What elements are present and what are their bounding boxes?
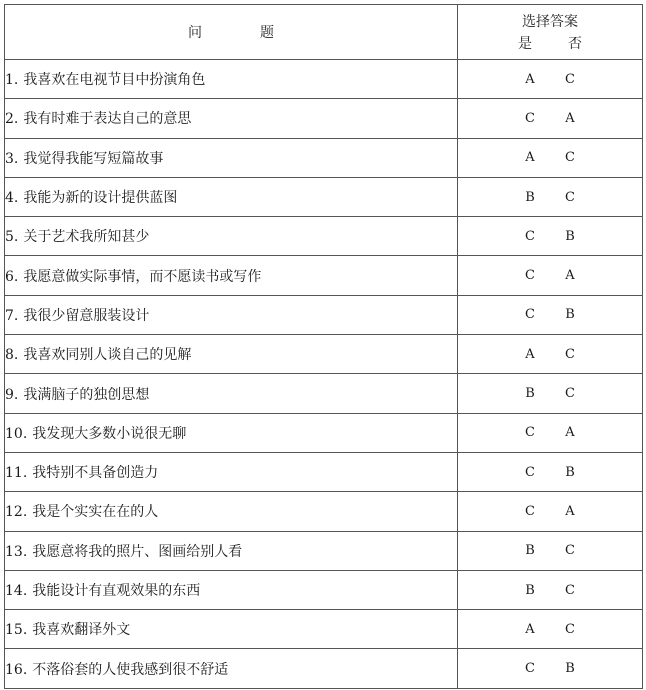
question-text: 我愿意做实际事情，而不愿读书或写作 <box>23 268 262 285</box>
no-answer-code: A <box>565 110 575 126</box>
question-cell <box>5 610 458 649</box>
question-cell <box>5 138 458 177</box>
question-cell <box>5 531 458 570</box>
answer-cell <box>458 531 643 570</box>
question-cell <box>5 60 458 99</box>
no-answer-code: C <box>565 582 575 598</box>
answer-cell <box>458 99 643 138</box>
question-number: 6. <box>5 268 19 285</box>
question-number: 1. <box>5 72 19 89</box>
table-row <box>5 374 643 413</box>
table-header <box>5 5 643 60</box>
yes-answer-code: C <box>525 110 535 126</box>
no-answer-code: C <box>565 346 575 362</box>
question-number: 3. <box>5 150 19 167</box>
no-answer-code: C <box>565 71 575 87</box>
answer-cell <box>458 217 643 256</box>
yes-answer-code: A <box>525 150 535 166</box>
question-cell <box>5 413 458 452</box>
question-cell <box>5 99 458 138</box>
yes-answer-code: A <box>525 621 535 637</box>
answer-header-title: 选择答案 <box>522 14 578 30</box>
table-row <box>5 177 643 216</box>
question-number: 2. <box>5 111 19 128</box>
yes-answer-code: C <box>525 503 535 519</box>
no-answer-code: B <box>565 464 575 480</box>
question-text: 我觉得我能写短篇故事 <box>23 150 164 167</box>
no-answer-code: C <box>565 621 575 637</box>
answer-cell <box>458 649 643 688</box>
no-answer-code: B <box>565 307 575 323</box>
answer-cell <box>458 374 643 413</box>
question-cell <box>5 217 458 256</box>
question-number: 15. <box>5 622 28 639</box>
question-cell <box>5 177 458 216</box>
question-cell <box>5 295 458 334</box>
question-number: 4. <box>5 190 19 207</box>
answer-cell <box>458 610 643 649</box>
answer-column-header <box>458 5 643 60</box>
no-answer-code: A <box>565 425 575 441</box>
question-text: 我特别不具备创造力 <box>32 465 159 482</box>
question-cell <box>5 335 458 374</box>
yes-answer-code: B <box>525 386 535 402</box>
question-text: 我愿意将我的照片、图画给别人看 <box>32 543 243 560</box>
answer-cell <box>458 177 643 216</box>
question-number: 12. <box>5 504 28 521</box>
question-text: 我很少留意服装设计 <box>23 307 150 324</box>
question-text: 我有时难于表达自己的意思 <box>23 111 192 128</box>
question-text: 我能为新的设计提供蓝图 <box>23 190 178 207</box>
yes-answer-code: A <box>525 346 535 362</box>
question-number: 13. <box>5 543 28 560</box>
answer-cell <box>458 335 643 374</box>
question-number: 9. <box>5 386 19 403</box>
answer-cell <box>458 60 643 99</box>
answer-cell <box>458 256 643 295</box>
table-row <box>5 452 643 491</box>
table-row <box>5 99 643 138</box>
no-answer-code: A <box>565 268 575 284</box>
yes-label: 是 <box>518 36 532 52</box>
table-row <box>5 60 643 99</box>
no-answer-code: A <box>565 503 575 519</box>
answer-cell <box>458 413 643 452</box>
table-row <box>5 217 643 256</box>
question-cell <box>5 570 458 609</box>
yes-answer-code: A <box>525 71 535 87</box>
table-row <box>5 492 643 531</box>
table-body <box>5 60 643 689</box>
question-text: 我能设计有直观效果的东西 <box>32 583 201 599</box>
question-text: 我喜欢翻译外文 <box>32 622 131 639</box>
question-column-header <box>5 5 458 60</box>
question-text: 关于艺术我所知甚少 <box>23 229 150 246</box>
yes-answer-code: C <box>525 661 535 677</box>
no-answer-code: C <box>565 543 575 559</box>
question-number: 8. <box>5 347 19 364</box>
question-text: 我是个实实在在的人 <box>32 504 159 521</box>
question-text: 不落俗套的人使我感到很不舒适 <box>32 661 229 678</box>
question-number: 5. <box>5 229 19 246</box>
yes-answer-code: C <box>525 228 535 244</box>
yes-no-subheader <box>458 33 642 55</box>
table-row <box>5 610 643 649</box>
yes-answer-code: B <box>525 189 535 205</box>
question-number: 11. <box>5 465 28 482</box>
yes-answer-code: B <box>525 582 535 598</box>
header-row <box>5 5 643 60</box>
question-number: 14. <box>5 583 28 599</box>
question-cell <box>5 649 458 688</box>
yes-answer-code: C <box>525 425 535 441</box>
question-header-char-1: 问 <box>188 25 202 41</box>
question-cell <box>5 256 458 295</box>
question-number: 16. <box>5 661 28 678</box>
table-row <box>5 138 643 177</box>
no-answer-code: B <box>565 661 575 677</box>
no-label: 否 <box>568 36 582 52</box>
question-text: 我喜欢同别人谈自己的见解 <box>23 347 192 364</box>
answer-cell <box>458 570 643 609</box>
yes-answer-code: C <box>525 268 535 284</box>
yes-answer-code: C <box>525 307 535 323</box>
table-row <box>5 531 643 570</box>
table-row <box>5 295 643 334</box>
no-answer-code: C <box>565 150 575 166</box>
table-row <box>5 256 643 295</box>
table-row <box>5 649 643 688</box>
table-row <box>5 413 643 452</box>
no-answer-code: C <box>565 189 575 205</box>
no-answer-code: B <box>565 228 575 244</box>
table-row <box>5 570 643 609</box>
question-cell <box>5 452 458 491</box>
question-text: 我满脑子的独创思想 <box>23 386 150 403</box>
answer-cell <box>458 452 643 491</box>
question-number: 7. <box>5 307 19 324</box>
question-text: 我喜欢在电视节目中扮演角色 <box>23 72 206 89</box>
question-cell <box>5 374 458 413</box>
answer-cell <box>458 492 643 531</box>
no-answer-code: C <box>565 386 575 402</box>
question-text: 我发现大多数小说很无聊 <box>32 425 187 442</box>
answer-cell <box>458 138 643 177</box>
yes-answer-code: C <box>525 464 535 480</box>
questionnaire-table <box>4 4 643 689</box>
question-number: 10. <box>5 425 28 442</box>
question-header-char-2: 题 <box>260 25 274 41</box>
answer-cell <box>458 295 643 334</box>
question-cell <box>5 492 458 531</box>
yes-answer-code: B <box>525 543 535 559</box>
table-row <box>5 335 643 374</box>
